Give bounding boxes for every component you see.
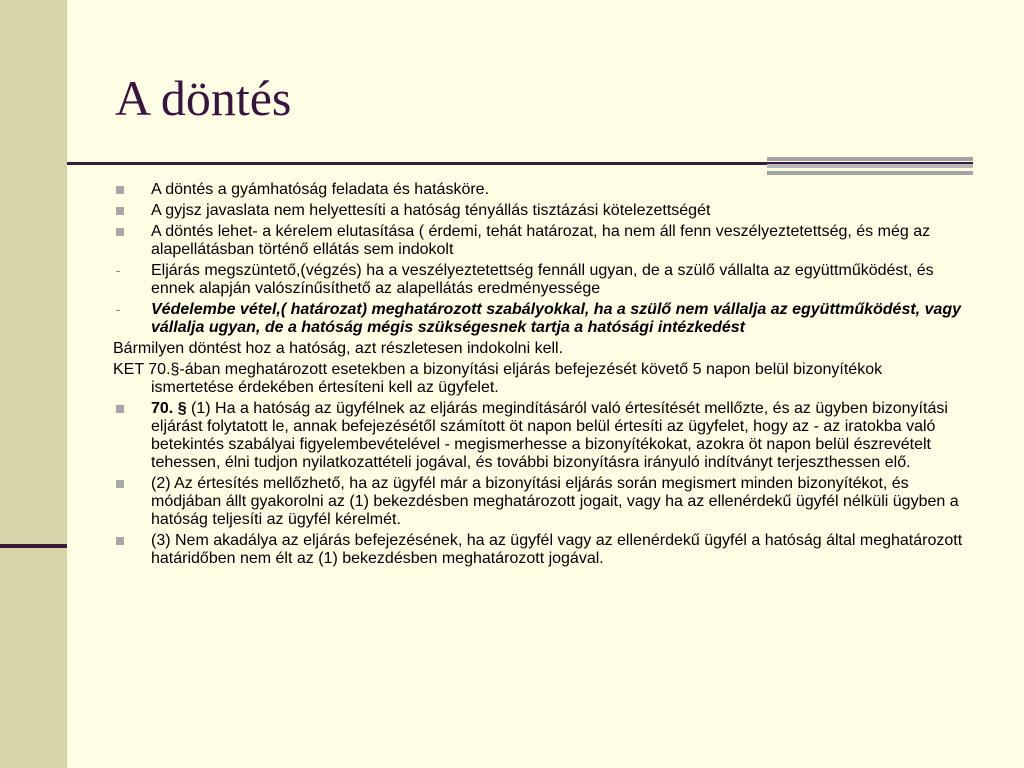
- bullet-text: (1) Ha a hatóság az ügyfélnek az eljárás megindításáról való értesítését mellőzte, és az ügyben bizonyítási eljárást folytatott le, annak befejezésétől számított öt napon belül értesíti az ügyfelet, hogy az - az iratokba való betekintés szabályai figyelembevételével - megismerhesse a bizonyítékokat, azokra öt napon belül észrevételt tehessen, élni tudjon nyilatkozattételi jogával, és további bizonyításra irányuló indítványt terjeszthessen elő.: [151, 400, 948, 471]
- dash-item: [113, 301, 963, 337]
- bullet-item: [113, 532, 963, 568]
- bullet-text: A gyjsz javaslata nem helyettesíti a hatóság tényállás tisztázási kötelezettségét: [151, 202, 711, 219]
- section-reference: 70. §: [151, 400, 187, 417]
- bullet-text: A döntés lehet- a kérelem elutasítása ( érdemi, tehát határozat, ha nem áll fenn veszélyeztetettség, és még az alapellátásban történő ellátás sem indokolt: [151, 223, 931, 258]
- dash-bullet-icon: -: [116, 302, 121, 317]
- paragraph-text: Bármilyen döntést hoz a hatóság, azt részletesen indokolni kell.: [113, 340, 564, 357]
- bullet-text: (2) Az értesítés mellőzhető, ha az ügyfél már a bizonyítási eljárás során megismert minden bizonyítékot, és módjában állt gyakorolni az (1) bekezdésben meghatározott jogait, vagy ha az ellenérdekű ügyfél nélküli ügyben a hatóság teljesíti az ügyfél kérelmét.: [151, 475, 959, 528]
- decorative-bar: [767, 164, 973, 168]
- bullet-item: [113, 400, 963, 472]
- left-band-divider: [0, 544, 67, 548]
- slide-title: A döntés: [115, 70, 292, 126]
- slide-body: [113, 181, 963, 571]
- bullet-item: [113, 223, 963, 259]
- bullet-text-emphasized: Védelembe vétel,( határozat) meghatározott szabályokkal, ha a szülő nem vállalja az együttműködést, vagy vállalja ugyan, de a hatóság mégis szükségesnek tartja a hatósági intézkedést: [151, 301, 962, 336]
- paragraph-text: KET 70.§-ában meghatározott esetekben a bizonyítási eljárás befejezését követő 5 napon belül bizonyítékok ismertetése érdekében értesíteni kell az ügyfelet.: [113, 361, 883, 396]
- decorative-bars: [767, 157, 973, 178]
- left-decorative-band: [0, 0, 67, 768]
- decorative-bar: [767, 157, 973, 161]
- bullet-item: [113, 475, 963, 529]
- bullet-text: (3) Nem akadálya az eljárás befejezésének, ha az ügyfél vagy az ellenérdekű ügyfél a hatóság által meghatározott határidőben nem élt az (1) bekezdésben meghatározott jogával.: [151, 532, 963, 567]
- bullet-text: Eljárás megszüntető,(végzés) ha a veszélyeztetettség fennáll ugyan, de a szülő vállalta az együttműködést, és ennek alapján valószínűsíthető az alapellátás eredményessége: [151, 262, 934, 297]
- plain-paragraph: [113, 361, 963, 397]
- plain-paragraph: [113, 340, 963, 358]
- bullet-text: A döntés a gyámhatóság feladata és hatásköre.: [151, 181, 490, 198]
- bullet-item: [113, 202, 963, 220]
- dash-item: [113, 262, 963, 298]
- bullet-item: [113, 181, 963, 199]
- decorative-bar: [767, 171, 973, 175]
- dash-bullet-icon: -: [116, 263, 121, 278]
